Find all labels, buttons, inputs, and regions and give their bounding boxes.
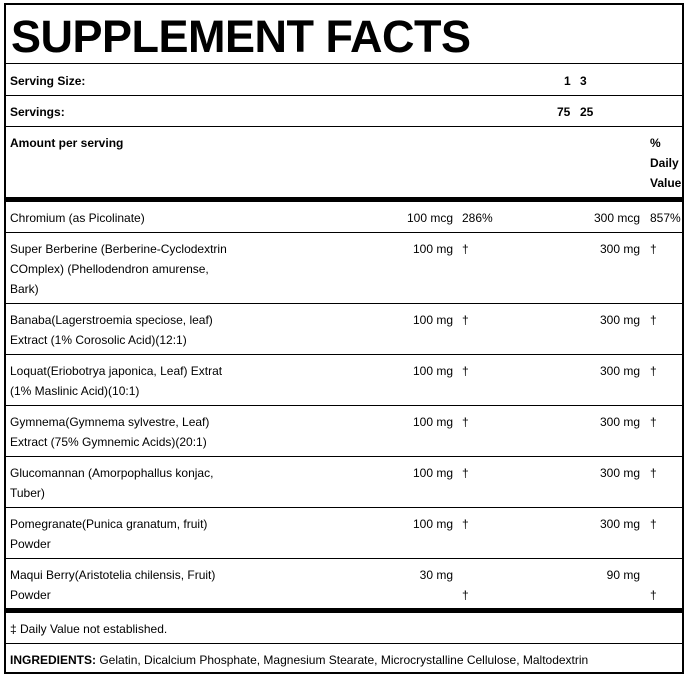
ingredient-amount-2: 300 mg — [599, 242, 640, 256]
ingredient-daily-value-2: 857% — [650, 211, 681, 225]
ingredient-daily-value-1: † — [462, 364, 469, 378]
footnote: ‡ Daily Value not established. — [10, 622, 168, 636]
ingredient-daily-value-1: † — [462, 466, 469, 480]
ingredient-daily-value-2: † — [650, 466, 657, 480]
thick-divider — [6, 197, 682, 202]
ingredient-amount-1: 100 mg — [412, 242, 453, 256]
ingredient-daily-value-1: † — [462, 588, 469, 602]
divider — [6, 354, 682, 355]
divider — [6, 405, 682, 406]
ingredient-daily-value-2: † — [650, 588, 657, 602]
ingredient-amount-2: 90 mg — [606, 568, 640, 582]
ingredient-amount-2: 300 mg — [599, 364, 640, 378]
ingredient-daily-value-2: † — [650, 313, 657, 327]
ingredient-name: Banaba(Lagerstroemia speciose, leaf) Extract (1% Corosolic Acid)(12:1) — [10, 313, 213, 347]
panel-title: SUPPLEMENT FACTS — [11, 11, 471, 62]
ingredient-daily-value-1: † — [462, 242, 469, 256]
thick-divider — [6, 608, 682, 613]
ingredient-amount-1: 100 mg — [412, 466, 453, 480]
ingredient-amount-1: 100 mg — [412, 415, 453, 429]
divider — [6, 643, 682, 644]
divider — [6, 232, 682, 233]
divider — [6, 558, 682, 559]
ingredient-name: Maqui Berry(Aristotelia chilensis, Fruit) Powder — [10, 568, 216, 602]
daily-value-header-line-3: Value — [650, 176, 682, 190]
ingredient-daily-value-2: † — [650, 517, 657, 531]
ingredient-name: Pomegranate(Punica granatum, fruit) Powder — [10, 517, 208, 551]
ingredient-name: Super Berberine (Berberine-Cyclodextrin COmplex) (Phellodendron amurense, Bark) — [10, 242, 227, 296]
ingredient-amount-1: 100 mg — [412, 313, 453, 327]
ingredient-name: Chromium (as Picolinate) — [10, 211, 145, 225]
ingredient-name: Gymnema(Gymnema sylvestre, Leaf) Extract (75% Gymnemic Acids)(20:1) — [10, 415, 210, 449]
serving-size-value-1: 1 — [564, 74, 571, 88]
ingredient-name: Glucomannan (Amorpophallus konjac, Tuber) — [10, 466, 214, 500]
serving-size-value-2: 3 — [580, 74, 587, 88]
ingredient-daily-value-2: † — [650, 364, 657, 378]
divider — [6, 456, 682, 457]
ingredient-amount-1: 100 mg — [412, 364, 453, 378]
divider — [6, 95, 682, 96]
ingredient-amount-1: 100 mcg — [406, 211, 453, 225]
ingredient-daily-value-2: † — [650, 415, 657, 429]
servings-label: Servings: — [10, 105, 65, 119]
ingredient-name: Loquat(Eriobotrya japonica, Leaf) Extrat (1% Maslinic Acid)(10:1) — [10, 364, 223, 398]
serving-size-label: Serving Size: — [10, 74, 86, 88]
ingredients-text: Gelatin, Dicalcium Phosphate, Magnesium Stearate, Microcrystalline Cellulose, Maltodextrin — [96, 653, 589, 667]
ingredient-amount-2: 300 mg — [599, 313, 640, 327]
servings-value-2: 25 — [580, 105, 594, 119]
ingredient-amount-2: 300 mcg — [593, 211, 640, 225]
servings-value-1: 75 — [557, 105, 571, 119]
ingredient-daily-value-1: † — [462, 517, 469, 531]
ingredient-daily-value-2: † — [650, 242, 657, 256]
ingredient-amount-1: 100 mg — [412, 517, 453, 531]
ingredient-amount-2: 300 mg — [599, 415, 640, 429]
daily-value-header-line-1: % — [650, 136, 661, 150]
ingredient-amount-2: 300 mg — [599, 517, 640, 531]
ingredient-daily-value-1: † — [462, 415, 469, 429]
divider — [6, 126, 682, 127]
daily-value-header-line-2: Daily — [650, 156, 679, 170]
ingredient-amount-1: 30 mg — [419, 568, 453, 582]
divider — [6, 303, 682, 304]
ingredients-line — [10, 650, 588, 670]
ingredient-daily-value-1: † — [462, 313, 469, 327]
ingredient-daily-value-1: 286% — [462, 211, 493, 225]
divider — [6, 63, 682, 64]
supplement-facts-panel — [4, 3, 684, 674]
divider — [6, 507, 682, 508]
ingredient-amount-2: 300 mg — [599, 466, 640, 480]
ingredients-label: INGREDIENTS: — [10, 653, 97, 667]
amount-per-serving-label: Amount per serving — [10, 136, 124, 150]
